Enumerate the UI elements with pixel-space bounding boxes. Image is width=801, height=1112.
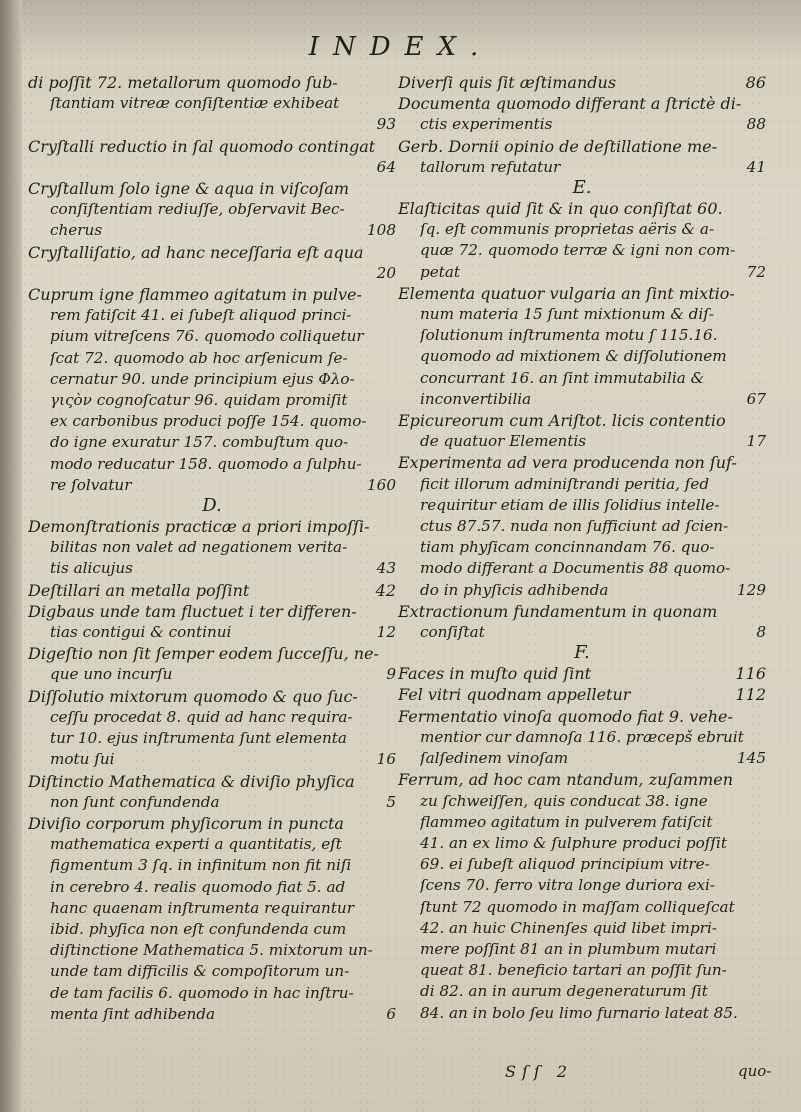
index-entry [398, 283, 766, 304]
index-entry-continuation [28, 961, 396, 982]
index-entry-continuation [28, 834, 396, 855]
index-entry-continuation [398, 981, 766, 1002]
index-entry-continuation [28, 558, 396, 579]
index-entry-continuation [398, 791, 766, 812]
index-entry [398, 684, 766, 705]
entry-text: 42. an huic Chinenſes quid libet impri- [420, 918, 717, 937]
index-entry [398, 136, 766, 157]
index-entry-continuation [398, 727, 766, 748]
entry-text: ſtantiam vitreæ conſiſtentiæ exhibeat [50, 94, 340, 113]
index-entry-continuation [28, 792, 396, 813]
index-entry-continuation [28, 411, 396, 432]
entry-text: tis alicujus [50, 559, 133, 578]
index-entry [28, 771, 396, 792]
entry-text: zu ſchweiſſen, quis conducat 38. igne [420, 791, 708, 810]
index-entry-continuation [28, 305, 396, 326]
entry-text: diſtinctione Mathematica 5. mixtorum un- [50, 941, 373, 960]
entry-text: ctus 87.57. nuda non ſufficiunt ad ſcien- [420, 517, 729, 536]
index-entry-continuation [398, 558, 766, 579]
entry-text: ſq. eſt communis proprietas aëris & a- [420, 220, 715, 239]
index-entry-continuation [28, 728, 396, 749]
entry-text: ſalſedinem vinoſam [420, 749, 569, 768]
index-entry [398, 72, 766, 93]
index-entry [28, 136, 396, 157]
entry-text: pium vitreſcens 76. quomodo colliquetur [50, 327, 364, 346]
entry-text: 84. an in bolo ſeu limo furnario lateat 85. [420, 1003, 738, 1022]
page-reference: 108 [367, 221, 396, 240]
entry-text: Diviſio corporum phyſicorum in puncta [28, 813, 344, 833]
index-entry-continuation [398, 474, 766, 495]
index-entry-continuation [398, 157, 766, 178]
entry-text: Fermentatio vinoſa quomodo fiat 9. vehe- [398, 706, 733, 726]
entry-text: flammeo agitatum in pulverem fatiſcit [420, 812, 713, 831]
entry-text: ſcat 72. quomodo ab hoc arſenicum ſe- [50, 348, 348, 367]
entry-text: tallorum refutatur [420, 157, 561, 176]
entry-text: que uno incurſu [50, 665, 173, 684]
entry-text: num materia 15 ſunt mixtionum & diſ- [420, 305, 715, 324]
index-entry [398, 601, 766, 622]
entry-text: Diverſi quis ſit æſtimandus [398, 73, 617, 92]
index-entry-continuation [28, 898, 396, 919]
page-reference [392, 136, 396, 157]
page-reference: 116 [735, 664, 766, 684]
index-entry-continuation [28, 877, 396, 898]
entry-text: Demonſtrationis practicæ a priori impoſſi- [28, 517, 370, 537]
index-entry-continuation [28, 263, 396, 284]
entry-text: bilitas non valet ad negationem verita- [50, 538, 348, 557]
entry-text: Digeſtio non ſit ſemper eodem ſucceſſu, ne- [28, 644, 379, 664]
index-entry [28, 284, 396, 305]
entry-text: rem fatiſcit 41. ei ſubeſt aliquod princi- [50, 306, 352, 325]
entry-text: ibid. phyſica non eſt confundenda cum [50, 919, 347, 938]
entry-text: quomodo ad mixtionem & diſſolutionem [420, 347, 727, 366]
index-entry [398, 663, 766, 684]
index-entry [28, 580, 396, 601]
entry-text [50, 114, 373, 135]
index-entry-continuation [398, 262, 766, 283]
entry-text: ſcens 70. ferro vitra longe duriora exi- [420, 876, 716, 895]
entry-text: ex carbonibus produci poſſe 154. quomo- [50, 412, 367, 431]
index-entry-continuation [398, 431, 766, 452]
index-entry [28, 72, 396, 93]
index-entry [398, 769, 766, 790]
entry-text: do in phyſicis adhibenda [420, 580, 609, 599]
index-entry-continuation [28, 475, 396, 496]
entry-text: mentior cur damnoſa 116. præcepš ebruit [420, 727, 744, 746]
index-entry-continuation [398, 1003, 766, 1024]
entry-text: tiam phyſicam concinnandam 76. quo- [420, 538, 715, 557]
entry-text: petat [420, 262, 460, 281]
entry-text: unde tam difficilis & compoſitorum un- [50, 962, 350, 981]
index-entry-continuation [28, 1004, 396, 1025]
entry-text: queat 81. beneficio tartari an poſſit ſun- [420, 961, 727, 980]
entry-text: modo reducatur 158. quomodo a ſulphu- [50, 454, 362, 473]
entry-text: conſiſtat [420, 623, 485, 642]
entry-text: mathematica experti a quantitatis, eſt [50, 835, 342, 854]
entry-text: motu ſui [50, 750, 115, 769]
entry-text: ctis experimentis [420, 115, 553, 134]
entry-text: Experimenta ad vera producenda non ſuf- [398, 453, 737, 473]
right-column [398, 72, 766, 1024]
page-reference: 9 [386, 665, 396, 684]
page-reference: 72 [746, 262, 766, 281]
entry-text: Gerb. Dornii opinio de deſtillatione me- [398, 136, 718, 156]
entry-text: re ſolvatur [50, 475, 132, 494]
index-entry-continuation [398, 325, 766, 346]
index-entry-continuation [28, 537, 396, 558]
page-reference: 5 [386, 792, 396, 811]
index-entry-continuation [28, 369, 396, 390]
page-reference: 17 [746, 432, 766, 451]
page-header: INDEX. [308, 32, 493, 62]
index-entry-continuation [398, 219, 766, 240]
index-entry-continuation [398, 240, 766, 261]
entry-text: Fel vitri quodnam appelletur [398, 685, 631, 705]
entry-text: quæ 72. quomodo terræ & igni non com- [420, 241, 736, 260]
entry-text: Epicureorum cum Ariſtot. licis contentio [398, 411, 726, 431]
entry-text: do igne exuratur 157. combuſtum quo- [50, 433, 349, 452]
entry-text: Cryſtalli reductio in ſal quomodo contingat [28, 136, 376, 156]
index-entry-continuation [28, 199, 396, 220]
entry-text: Diſſolutio mixtorum quomodo & quo ſuc- [28, 686, 358, 706]
entry-text: 41. an ex limo & ſulphure produci poſſit [420, 833, 727, 852]
entry-text: Ferrum, ad hoc cam ntandum, zuſammen [398, 770, 734, 790]
index-entry-continuation [398, 580, 766, 601]
entry-text: ceſſu procedat 8. quid ad hanc requira- [50, 707, 353, 726]
index-entry [398, 198, 766, 219]
entry-text: ſtunt 72 quomodo in maſſam colliqueſcat [420, 897, 735, 916]
page-reference: 8 [756, 623, 766, 642]
page-reference: 16 [376, 750, 396, 769]
entry-text: Extractionum fundamentum in quonam [398, 601, 718, 621]
page-reference: 67 [746, 389, 766, 408]
index-entry [398, 706, 766, 727]
index-entry-continuation [398, 854, 766, 875]
entry-text: cherus [50, 221, 103, 240]
left-column [28, 72, 396, 1025]
index-entry-continuation [398, 960, 766, 981]
entry-text [50, 263, 373, 284]
page-reference: 42 [375, 580, 396, 600]
index-entry-continuation [398, 833, 766, 854]
index-entry-continuation [398, 897, 766, 918]
index-entry-continuation [28, 157, 396, 178]
entry-text: Digbaus unde tam fluctuet i ter differen- [28, 601, 357, 621]
entry-text: di 82. an in aurum degeneraturum ſit [420, 982, 708, 1001]
page-reference: 88 [746, 115, 766, 134]
entry-text: ficit illorum adminiſtrandi peritia, ſed [420, 474, 710, 493]
index-entry-continuation [28, 390, 396, 411]
entry-text: menta ſint adhibenda [50, 1004, 216, 1023]
index-entry-continuation [28, 983, 396, 1004]
index-entry-continuation [398, 622, 766, 643]
index-entry [28, 601, 396, 622]
entry-text: conſiſtentiam rediuſſe, obſervavit Bec- [50, 200, 345, 219]
section-letter: F. [574, 642, 590, 664]
entry-text: Cryſtalliſatio, ad hanc neceſſaria eſt aqua [28, 242, 364, 262]
entry-text: 69. ei ſubeſt aliquod principium vitre- [420, 855, 710, 874]
index-entry [28, 643, 396, 664]
index-entry-continuation [398, 748, 766, 769]
page-reference: 145 [737, 749, 766, 768]
index-entry-continuation [398, 537, 766, 558]
index-entry-continuation [28, 940, 396, 961]
page-reference: 43 [376, 559, 396, 578]
entry-text: requiritur etiam de illis ſolidius intelle- [420, 495, 720, 514]
index-entry-continuation [398, 918, 766, 939]
index-entry-continuation [28, 855, 396, 876]
page-reference: 12 [376, 623, 396, 642]
entry-text: mere poſſint 81 an in plumbum mutari [420, 939, 717, 958]
entry-text: Documenta quomodo differant a ſtrictè di- [398, 94, 742, 114]
index-entry-continuation [398, 368, 766, 389]
entry-text: concurrant 16. an ſint immutabilia & [420, 368, 705, 387]
index-entry-continuation [398, 304, 766, 325]
section-letter: E. [572, 177, 592, 199]
index-entry-continuation [398, 346, 766, 367]
page-reference: 6 [386, 1004, 396, 1023]
page-reference: 41 [746, 157, 766, 176]
index-entry-continuation [28, 348, 396, 369]
index-entry-continuation [398, 939, 766, 960]
index-entry-continuation [398, 516, 766, 537]
index-entry [28, 516, 396, 537]
index-entry [28, 813, 396, 834]
entry-text: Deſtillari an metalla poſſint [28, 580, 250, 600]
entry-text: Cryſtallum ſolo igne & aqua in viſcoſam [28, 179, 350, 199]
entry-text: di poſſit 72. metallorum quomodo ſub- [28, 73, 338, 92]
entry-text: non ſunt confundenda [50, 792, 220, 811]
index-entry-continuation [28, 622, 396, 643]
index-entry [28, 242, 396, 263]
entry-text: figmentum 3 ſq. in infinitum non fit niſi [50, 856, 352, 875]
page-reference: 129 [737, 580, 766, 599]
page-reference: 64 [376, 157, 396, 176]
index-entry-continuation [398, 389, 766, 410]
entry-text: ſolutionum inſtrumenta motu ſ 115.16. [420, 326, 718, 345]
index-entry-continuation [398, 812, 766, 833]
entry-text: de tam facilis 6. quomodo in hac inſtru- [50, 983, 354, 1002]
entry-text: Diſtinctio Mathematica & diviſio phyſica [28, 771, 355, 791]
index-entry-continuation [28, 432, 396, 453]
index-entry-continuation [28, 664, 396, 685]
page-reference: 160 [367, 475, 396, 494]
page-reference: 112 [735, 685, 766, 705]
index-entry-continuation [28, 454, 396, 475]
entry-text: cernatur 90. unde principium ejus Φλο- [50, 369, 355, 388]
index-entry-continuation [28, 93, 396, 114]
index-entry-continuation [28, 114, 396, 135]
index-entry [398, 410, 766, 431]
index-entry-continuation [28, 326, 396, 347]
section-letter: D. [202, 495, 222, 517]
entry-text: Elementa quatuor vulgaria an ſint mixtio- [398, 283, 735, 303]
entry-text: hanc quaenam inſtrumenta requirantur [50, 898, 354, 917]
index-entry [28, 686, 396, 707]
catchword: quo- [738, 1062, 772, 1080]
entry-text: tur 10. ejus inſtrumenta ſunt elementa [50, 729, 347, 748]
page-reference: 20 [376, 263, 396, 282]
index-entry-continuation [398, 495, 766, 516]
index-entry-continuation [398, 114, 766, 135]
signature-mark: Sſſ 2 [505, 1062, 574, 1081]
index-entry [28, 178, 396, 199]
page-reference: 93 [376, 115, 396, 134]
index-entry-continuation [28, 919, 396, 940]
entry-text [50, 157, 373, 178]
index-entry [398, 452, 766, 473]
entry-text: Cuprum igne flammeo agitatum in pulve- [28, 285, 362, 305]
index-entry [398, 93, 766, 114]
index-entry-continuation [28, 749, 396, 770]
index-entry-continuation [28, 707, 396, 728]
page-reference: 86 [745, 73, 766, 92]
index-entry-continuation [398, 875, 766, 896]
entry-text: de quatuor Elementis [420, 432, 587, 451]
entry-text: tias contigui & continui [50, 623, 232, 642]
entry-text: modo differant a Documentis 88 quomo- [420, 559, 731, 578]
entry-text: Elaſticitas quid ſit & in quo conſiſtat 60. [398, 199, 723, 219]
entry-text: in cerebro 4. realis quomodo fiat 5. ad [50, 877, 346, 896]
index-entry-continuation [28, 220, 396, 241]
entry-text: inconvertibilia [420, 389, 532, 408]
page-edge-shadow [0, 0, 22, 1112]
entry-text: Faces in muſto quid ſint [398, 664, 592, 684]
entry-text: γιςὸν cognoſcatur 96. quidam promiſit [50, 391, 348, 410]
